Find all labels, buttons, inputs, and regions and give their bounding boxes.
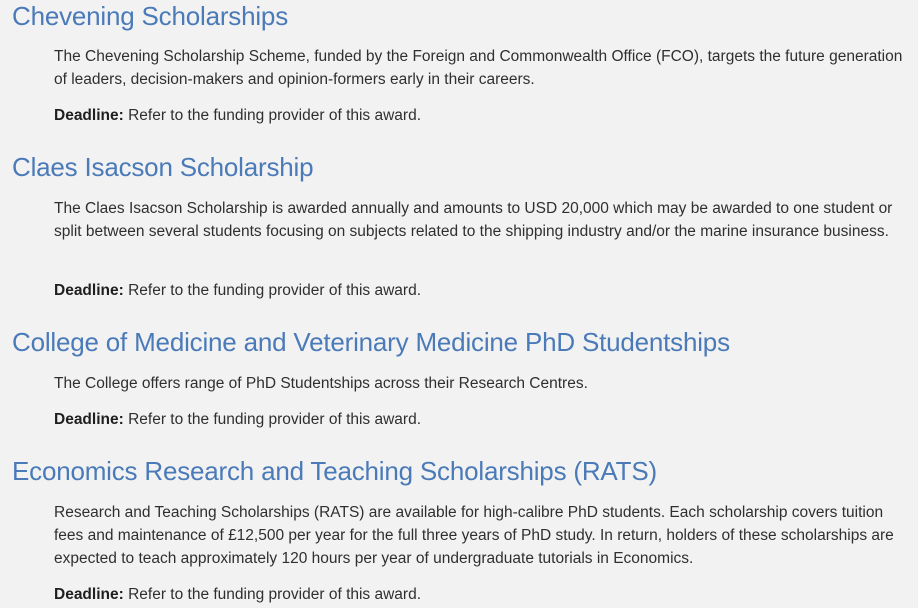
award-title-link[interactable]: College of Medicine and Veterinary Medicine PhD Studentships [12, 327, 730, 357]
award-deadline [54, 408, 421, 431]
award-deadline [54, 279, 421, 302]
deadline-text: Refer to the funding provider of this award. [123, 282, 422, 299]
award-description: The Claes Isacson Scholarship is awarded annually and amounts to USD 20,000 which may be awarded to one student or split between several students focusing on subjects related to the shipping industry and/or the marine insurance business. [54, 200, 893, 240]
deadline-label: Deadline: [54, 411, 124, 428]
award-title-link[interactable]: Claes Isacson Scholarship [12, 152, 314, 182]
award-deadline [54, 104, 421, 127]
award-deadline [54, 583, 421, 606]
award-title-link[interactable]: Economics Research and Teaching Scholarships (RATS) [12, 456, 657, 486]
award-description: Research and Teaching Scholarships (RATS) are available for high-calibre PhD students. Each scholarship covers tuition fees and maintenance of £12,500 per year for the full three years of PhD study. In return, holders of these scholarships are expected to teach approximately 120 hours per year of undergraduate tutorials in Economics. [54, 504, 894, 567]
award-title-link[interactable]: Chevening Scholarships [12, 1, 288, 31]
deadline-label: Deadline: [54, 282, 124, 299]
deadline-label: Deadline: [54, 586, 124, 603]
award-description: The College offers range of PhD Studentships across their Research Centres. [54, 375, 588, 392]
deadline-text: Refer to the funding provider of this award. [123, 586, 422, 603]
award-description: The Chevening Scholarship Scheme, funded by the Foreign and Commonwealth Office (FCO), targets the future generation of leaders, decision-makers and opinion-formers early in their careers. [54, 48, 903, 88]
deadline-label: Deadline: [54, 107, 124, 124]
deadline-text: Refer to the funding provider of this award. [123, 107, 422, 124]
deadline-text: Refer to the funding provider of this award. [123, 411, 422, 428]
